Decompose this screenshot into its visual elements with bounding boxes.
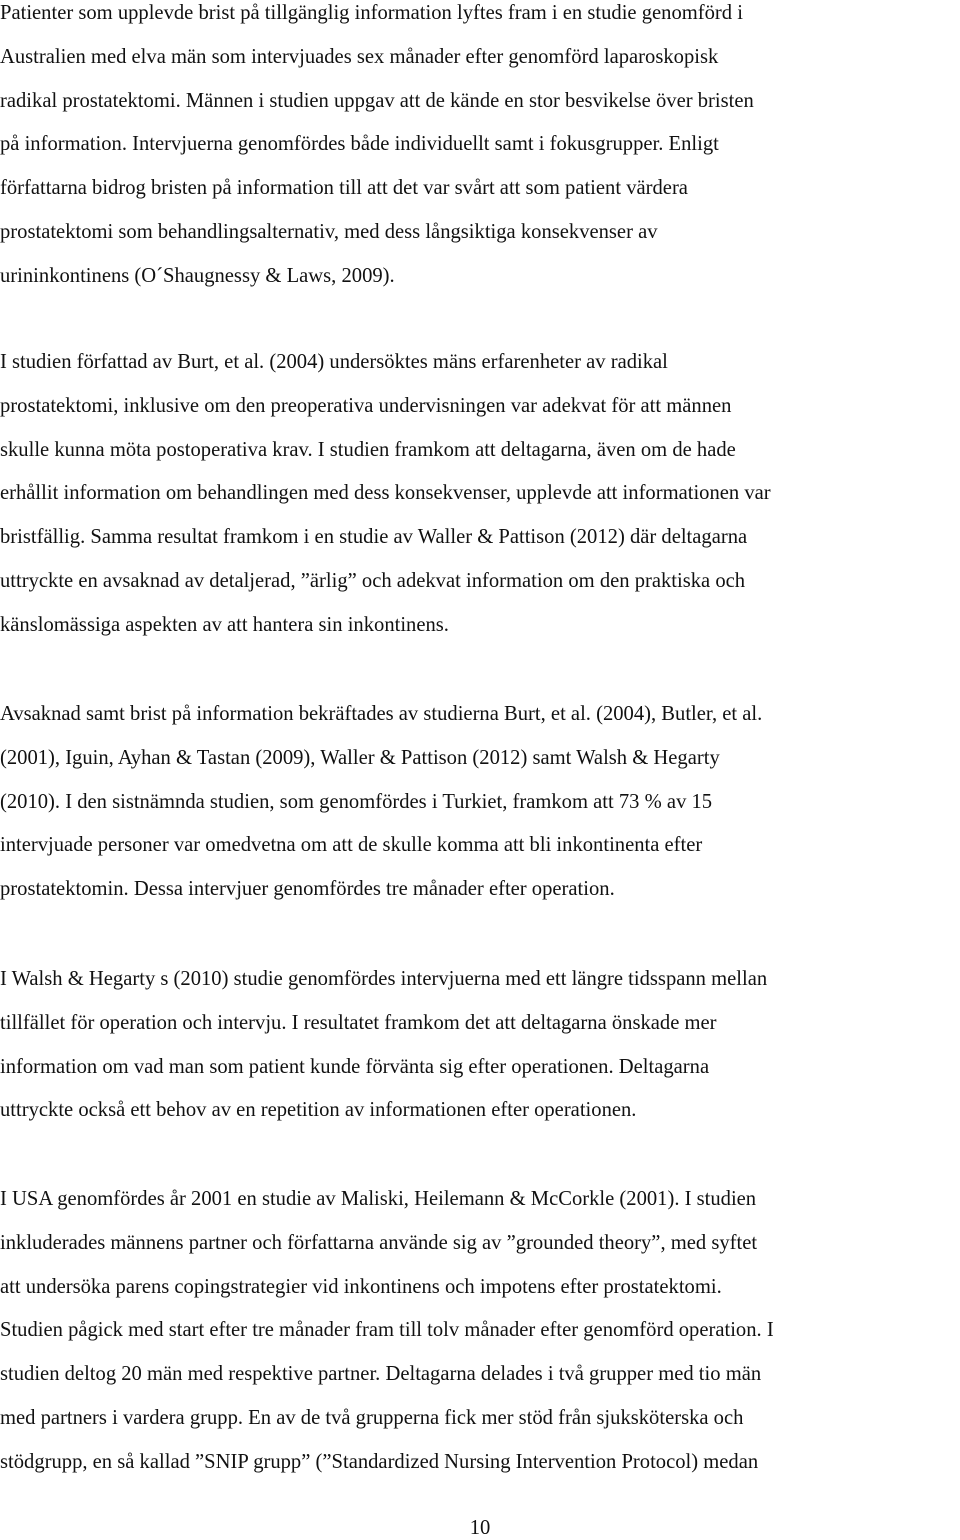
page-number: 10: [469, 1517, 491, 1539]
text-line: känslomässiga aspekten av att hantera sin inkontinens.: [0, 613, 449, 636]
text-line: information om vad man som patient kunde förvänta sig efter operationen. Deltagarna: [0, 1055, 710, 1078]
text-line: prostatektomin. Dessa intervjuer genomfördes tre månader efter operation.: [0, 878, 615, 901]
text-line: I studien författad av Burt, et al. (2004) undersöktes mäns erfarenheter av radikal: [0, 351, 668, 373]
text-line: I Walsh & Hegarty s (2010) studie genomfördes intervjuerna med ett längre tidsspann mellan: [0, 968, 768, 990]
text-line: (2010). I den sistnämnda studien, som genomfördes i Turkiet, framkom att 73 % av 15: [0, 790, 713, 813]
text-line: Patienter som upplevde brist på tillgänglig information lyftes fram i en studie genomförd i: [0, 2, 743, 24]
paragraph-3: [0, 693, 762, 912]
text-line: bristfällig. Samma resultat framkom i en studie av Waller & Pattison (2012) där deltagarna: [0, 526, 748, 549]
text-line: radikal prostatektomi. Männen i studien uppgav att de kände en stor besvikelse över bristen: [0, 89, 754, 112]
paragraph-2: [0, 341, 771, 648]
text-line: uttryckte också ett behov av en repetition av informationen efter operationen.: [0, 1099, 637, 1122]
text-line: I USA genomfördes år 2001 en studie av Maliski, Heilemann & McCorkle (2001). I studien: [0, 1188, 757, 1210]
text-line: (2001), Iguin, Ayhan & Tastan (2009), Waller & Pattison (2012) samt Walsh & Hegarty: [0, 746, 720, 769]
text-line: skulle kunna möta postoperativa krav. I studien framkom att deltagarna, även om de hade: [0, 438, 736, 461]
text-line: prostatektomi som behandlingsalternativ, med dess långsiktiga konsekvenser av: [0, 220, 658, 243]
text-line: Australien med elva män som intervjuades sex månader efter genomförd laparoskopisk: [0, 45, 719, 68]
paragraph-4: [0, 958, 767, 1133]
text-line: att undersöka parens copingstrategier vid inkontinens och impotens efter prostatektomi.: [0, 1275, 722, 1298]
text-line: studien deltog 20 män med respektive partner. Deltagarna delades i två grupper med tio män: [0, 1363, 762, 1386]
paragraph-5: [0, 1178, 774, 1485]
text-line: urininkontinens (O´Shaugnessy & Laws, 2009).: [0, 264, 395, 287]
text-line: prostatektomi, inklusive om den preoperativa undervisningen var adekvat för att männen: [0, 394, 732, 417]
text-line: med partners i vardera grupp. En av de två grupperna fick mer stöd från sjuksköterska och: [0, 1406, 744, 1429]
text-line: uttryckte en avsaknad av detaljerad, ”ärlig” och adekvat information om den praktiska och: [0, 569, 746, 592]
text-line: stödgrupp, en så kallad ”SNIP grupp” (”Standardized Nursing Intervention Protocol) medan: [0, 1450, 759, 1473]
text-line: Studien pågick med start efter tre månader fram till tolv månader efter genomförd operation. I: [0, 1319, 774, 1342]
text-line: erhållit information om behandlingen med dess konsekvenser, upplevde att informationen var: [0, 482, 771, 505]
text-line: intervjuade personer var omedvetna om att de skulle komma att bli inkontinenta efter: [0, 834, 703, 857]
text-line: författarna bidrog bristen på information till att det var svårt att som patient värdera: [0, 177, 688, 200]
text-line: Avsaknad samt brist på information bekräftades av studierna Burt, et al. (2004), Butler, et al.: [0, 703, 763, 725]
paragraph-1: [0, 0, 754, 299]
text-line: tillfället för operation och intervju. I resultatet framkom det att deltagarna önskade mer: [0, 1011, 717, 1034]
text-line: på information. Intervjuerna genomfördes både individuellt samt i fokusgrupper. Enligt: [0, 133, 719, 156]
text-line: inkluderades männens partner och författarna använde sig av ”grounded theory”, med syftet: [0, 1231, 758, 1254]
